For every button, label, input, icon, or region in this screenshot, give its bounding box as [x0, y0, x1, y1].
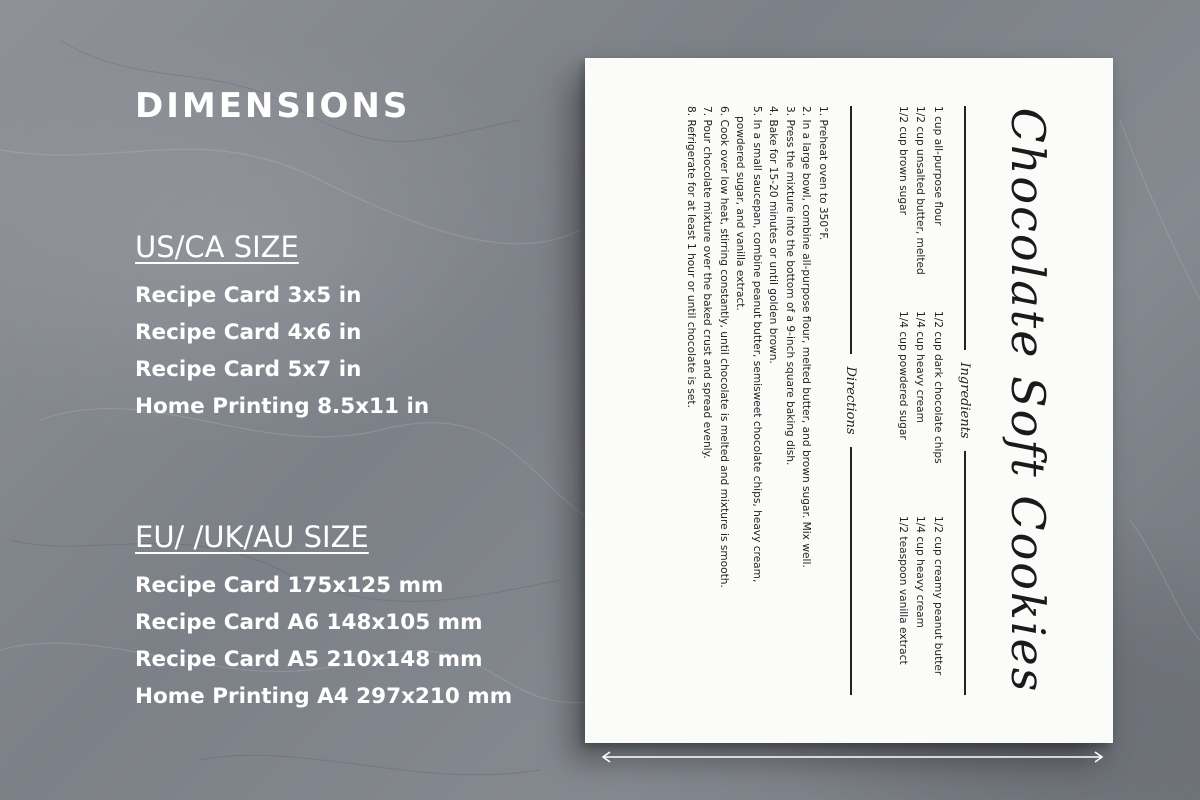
us-size-list: [135, 277, 429, 425]
ingredient-item: 1/2 cup dark chocolate chips: [932, 311, 944, 464]
eu-size-list: [135, 567, 512, 715]
recipe-card: [585, 58, 1113, 743]
directions-divider: [841, 106, 861, 695]
direction-step: 1. Preheat oven to 350°F.: [817, 106, 829, 241]
direction-step: 4. Bake for 15-20 minutes or until golden brown.: [767, 106, 780, 364]
ingredient-item: 1/4 cup heavy cream: [914, 311, 927, 423]
ingredient-item: 1/4 cup powdered sugar: [897, 311, 909, 440]
list-item: Recipe Card 4x6 in: [135, 320, 362, 345]
direction-step: 3. Press the mixture into the bottom of a 9-inch square baking dish.: [784, 106, 796, 466]
recipe-card-content: [585, 58, 1113, 743]
direction-step: 6. Cook over low heat, stirring constantly, until chocolate is melted and mixture is smooth.: [718, 106, 730, 588]
list-item: Recipe Card 5x7 in: [135, 357, 362, 382]
list-item: Home Printing 8.5x11 in: [135, 394, 430, 419]
ingredient-item: 1/2 teaspoon vanilla extract: [897, 516, 909, 665]
directions-label: Directions: [843, 366, 859, 435]
list-item: Recipe Card 175x125 mm: [135, 573, 444, 598]
recipe-title: Chocolate Soft Cookies: [1001, 107, 1055, 694]
direction-step: powdered sugar, and vanilla extract.: [734, 116, 747, 311]
ingredient-item: 1/4 cup heavy cream: [914, 516, 927, 628]
ingredients-grid: [894, 106, 947, 706]
us-size-title: US/CA SIZE: [135, 230, 299, 264]
ingredient-item: 1/2 cup unsalted butter, melted: [914, 106, 927, 275]
direction-step: 5. In a small saucepan, combine peanut butter, semisweet chocolate chips, heavy cream,: [751, 106, 763, 583]
list-item: Home Printing A4 297x210 mm: [135, 684, 513, 709]
ingredient-item: 1 cup all-purpose flour: [932, 106, 944, 226]
list-item: Recipe Card A5 210x148 mm: [135, 647, 483, 672]
direction-step: 2. In a large bowl, combine all-purpose flour, melted butter, and brown sugar. Mix well.: [800, 106, 813, 568]
width-measure-arrow-icon: [600, 750, 1105, 764]
ingredients-divider: [955, 106, 975, 695]
directions-list: [683, 106, 832, 706]
direction-step: 7. Pour chocolate mixture over the baked crust and spread evenly.: [701, 106, 714, 459]
list-item: Recipe Card 3x5 in: [135, 283, 362, 308]
list-item: Recipe Card A6 148x105 mm: [135, 610, 483, 635]
ingredient-item: 1/2 cup brown sugar: [897, 106, 909, 215]
ingredient-item: 1/2 cup creamy peanut butter: [932, 516, 944, 676]
eu-size-title: EU/ /UK/AU SIZE: [135, 520, 369, 554]
ingredients-label: Ingredients: [957, 362, 973, 439]
dimensions-title: DIMENSIONS: [135, 86, 411, 126]
direction-step: 8. Refrigerate for at least 1 hour or until chocolate is set.: [685, 106, 697, 408]
